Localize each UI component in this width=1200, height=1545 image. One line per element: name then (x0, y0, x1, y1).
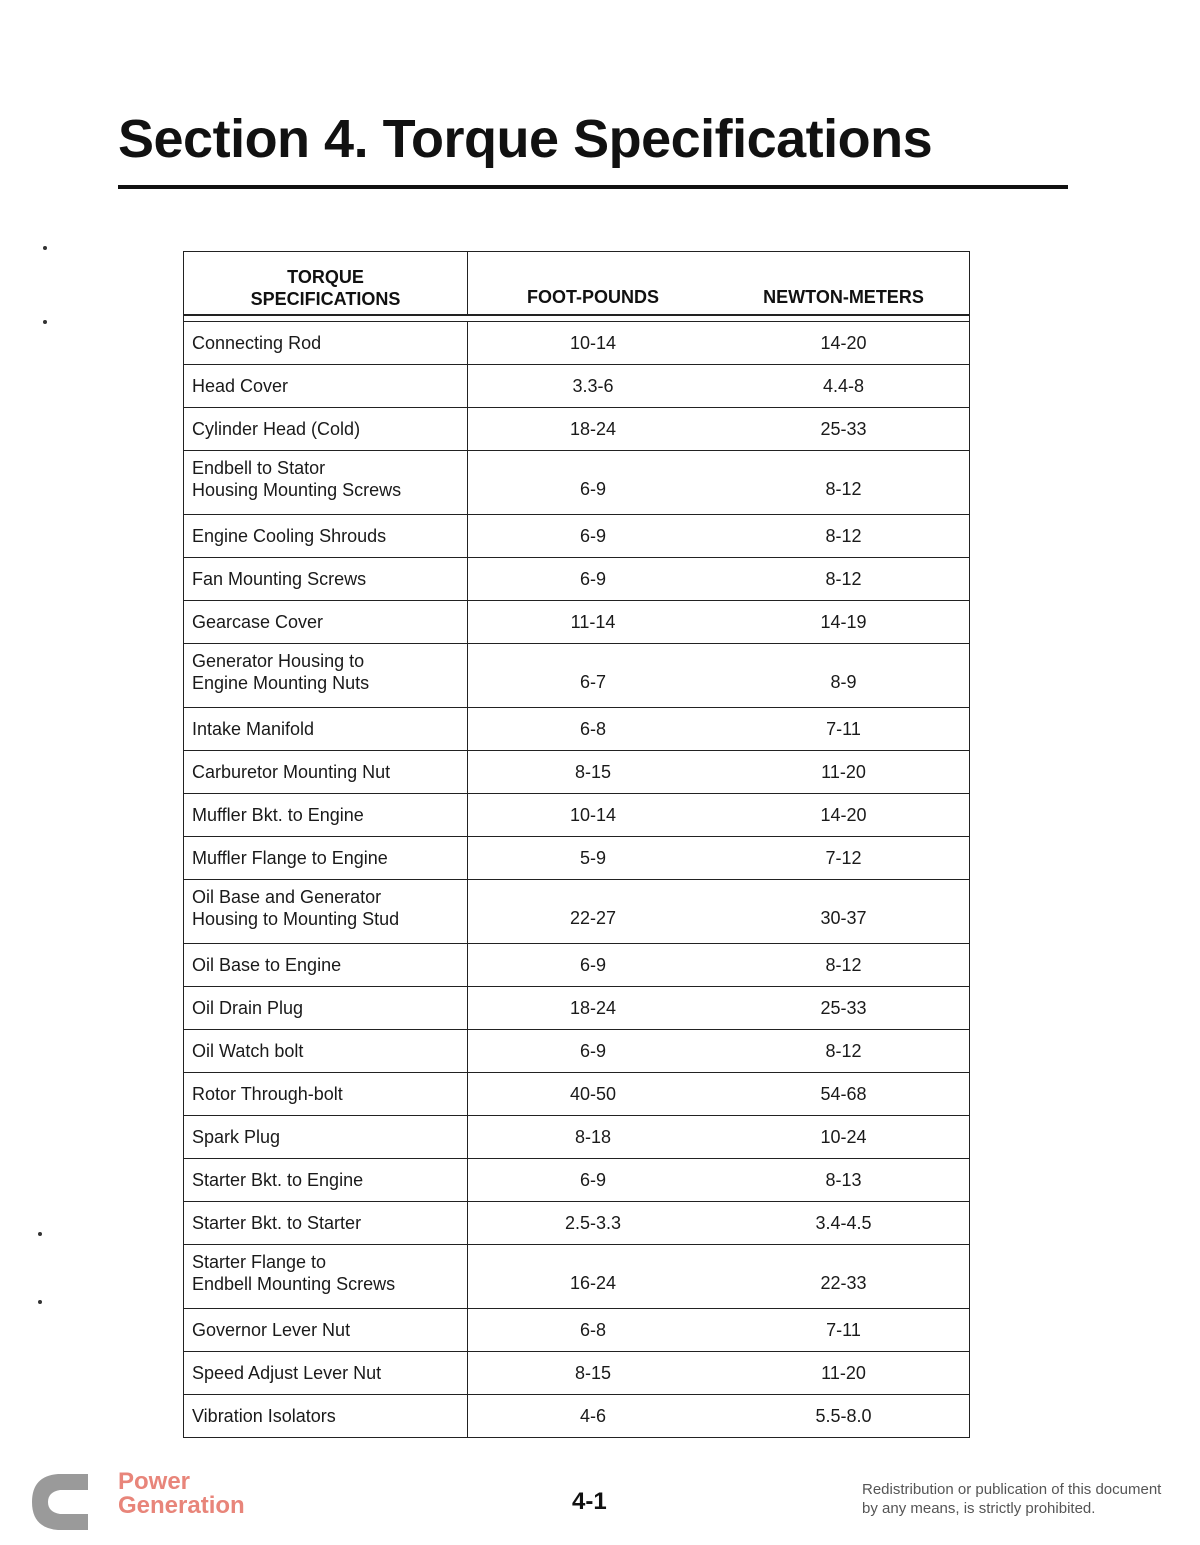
foot-pounds-value: 6-9 (579, 1040, 606, 1061)
spec-name-cell (184, 1352, 468, 1394)
newton-meters-value: 7-11 (826, 718, 861, 739)
spec-name-line1: Oil Base and Generator (192, 887, 382, 907)
table-row (184, 944, 969, 987)
spec-name (192, 332, 321, 354)
newton-meters-value: 11-20 (821, 761, 866, 782)
foot-pounds-value: 6-8 (579, 718, 606, 739)
spec-name-cell (184, 837, 468, 879)
foot-pounds-value: 8-18 (574, 1126, 612, 1147)
foot-pounds-value: 18-24 (569, 418, 617, 439)
spec-name-cell (184, 451, 468, 514)
spec-name-cell (184, 322, 468, 364)
foot-pounds-value: 2.5-3.3 (564, 1212, 622, 1233)
spec-name-line1: Oil Base to Engine (192, 955, 342, 975)
spec-name (192, 650, 369, 694)
newton-meters-value: 7-12 (825, 847, 862, 868)
margin-mark (38, 1232, 42, 1236)
spec-name (192, 1319, 350, 1341)
spec-name (192, 1251, 395, 1295)
title-rule (118, 185, 1068, 189)
newton-meters-value: 22-33 (820, 1273, 867, 1293)
spec-name (192, 457, 401, 501)
spec-name-cell (184, 408, 468, 450)
spec-name-line1: Muffler Flange to Engine (192, 848, 388, 868)
table-row (184, 1352, 969, 1395)
spec-name-line1: Oil Watch bolt (192, 1041, 304, 1061)
table-row (184, 1245, 969, 1309)
header-name (184, 252, 468, 314)
spec-name-line2: Housing Mounting Screws (192, 480, 402, 500)
table-row (184, 1159, 969, 1202)
foot-pounds-value: 5-9 (579, 847, 606, 868)
spec-name (192, 886, 399, 930)
spec-name-cell (184, 1202, 468, 1244)
table-row (184, 1309, 969, 1352)
brand-name (118, 1470, 245, 1518)
spec-name-cell (184, 1159, 468, 1201)
spec-name-line1: Intake Manifold (192, 719, 315, 739)
newton-meters-value: 14-20 (820, 332, 867, 353)
spec-name-cell (184, 601, 468, 643)
table-row (184, 794, 969, 837)
table-row (184, 751, 969, 794)
spec-name-line2: Endbell Mounting Screws (192, 1274, 396, 1294)
spec-name-cell (184, 880, 468, 943)
table-row (184, 322, 969, 365)
spec-name-cell (184, 1309, 468, 1351)
spec-name (192, 375, 288, 397)
page-number: 4-1 (572, 1488, 607, 1515)
spec-name (192, 954, 341, 976)
foot-pounds-value: 11-14 (570, 611, 616, 632)
table-row (184, 365, 969, 408)
foot-pounds-value: 40-50 (569, 1083, 617, 1104)
table-row (184, 1116, 969, 1159)
foot-pounds-value: 3.3-6 (572, 375, 614, 396)
spec-name-line1: Head Cover (192, 376, 289, 396)
spec-name-cell (184, 1245, 468, 1308)
table-row (184, 987, 969, 1030)
spec-name-cell (184, 365, 468, 407)
spec-name-line1: Governor Lever Nut (192, 1320, 351, 1340)
header-newton-meters: NEWTON-METERS (763, 287, 924, 307)
newton-meters-value: 8-12 (825, 568, 862, 589)
foot-pounds-value: 6-9 (579, 1169, 606, 1190)
header-name-line1: TORQUE (287, 267, 364, 287)
spec-name-line1: Generator Housing to (192, 651, 365, 671)
spec-name (192, 804, 364, 826)
spec-name-cell (184, 794, 468, 836)
newton-meters-value: 3.4-4.5 (815, 1212, 872, 1233)
spec-name-line1: Starter Bkt. to Engine (192, 1170, 364, 1190)
spec-name-cell (184, 1395, 468, 1437)
notice-line1: Redistribution or publication of this document (862, 1481, 1162, 1498)
redistribution-notice (862, 1480, 1161, 1518)
foot-pounds-value: 8-15 (574, 761, 612, 782)
foot-pounds-value: 6-9 (579, 954, 606, 975)
foot-pounds-value: 6-8 (579, 1319, 606, 1340)
brand-line2: Generation (118, 1492, 245, 1519)
torque-spec-table (183, 251, 970, 1438)
newton-meters-value: 8-12 (825, 1040, 862, 1061)
spec-name-cell (184, 515, 468, 557)
table-row (184, 1030, 969, 1073)
spec-name-cell (184, 987, 468, 1029)
spec-name-cell (184, 708, 468, 750)
spec-name-line1: Connecting Rod (192, 333, 322, 353)
spec-name-cell (184, 1030, 468, 1072)
newton-meters-value: 14-19 (820, 611, 867, 632)
table-row (184, 408, 969, 451)
spec-name-line1: Gearcase Cover (192, 612, 324, 632)
table-header (184, 252, 969, 316)
cummins-logo-icon (28, 1468, 100, 1536)
spec-name-line1: Endbell to Stator (192, 458, 326, 478)
newton-meters-value: 7-11 (826, 1319, 861, 1340)
newton-meters-value: 10-24 (820, 1126, 867, 1147)
spec-name-line1: Fan Mounting Screws (192, 569, 367, 589)
foot-pounds-value: 4-6 (579, 1405, 606, 1426)
spec-name-cell (184, 1073, 468, 1115)
table-row (184, 1395, 969, 1437)
spec-name-cell (184, 944, 468, 986)
spec-name-line2: Engine Mounting Nuts (192, 673, 370, 693)
page-title: Section 4. Torque Specifications (118, 109, 933, 169)
spec-name (192, 418, 360, 440)
table-row (184, 451, 969, 515)
brand-line1: Power (118, 1468, 191, 1495)
notice-line2: by any means, is strictly prohibited. (862, 1500, 1096, 1517)
table-row (184, 708, 969, 751)
spec-name-line1: Spark Plug (192, 1127, 281, 1147)
foot-pounds-value: 8-15 (574, 1362, 612, 1383)
spec-name-line1: Starter Bkt. to Starter (192, 1213, 362, 1233)
spec-name (192, 1040, 303, 1062)
table-row (184, 601, 969, 644)
spec-name (192, 1083, 343, 1105)
foot-pounds-value: 22-27 (569, 908, 617, 928)
newton-meters-value: 25-33 (820, 418, 867, 439)
spec-name (192, 1126, 280, 1148)
foot-pounds-value: 6-9 (579, 525, 606, 546)
spec-name-cell (184, 558, 468, 600)
spec-name (192, 1362, 381, 1384)
table-row (184, 880, 969, 944)
spec-name-line1: Carburetor Mounting Nut (192, 762, 391, 782)
newton-meters-value: 8-13 (825, 1169, 862, 1190)
spec-name (192, 1212, 361, 1234)
spec-name-line1: Vibration Isolators (192, 1406, 336, 1426)
header-foot-pounds: FOOT-POUNDS (526, 287, 659, 307)
spec-name-cell (184, 1116, 468, 1158)
newton-meters-value: 8-9 (830, 672, 857, 692)
newton-meters-value: 54-68 (820, 1083, 867, 1104)
newton-meters-value: 8-12 (825, 479, 862, 499)
spec-name-line2: Housing to Mounting Stud (192, 909, 400, 929)
foot-pounds-value: 6-7 (579, 672, 606, 692)
margin-mark (38, 1300, 42, 1304)
spec-name (192, 568, 366, 590)
spec-name-line1: Muffler Bkt. to Engine (192, 805, 364, 825)
table-row (184, 1073, 969, 1116)
spec-name (192, 611, 323, 633)
spec-name-line1: Rotor Through-bolt (192, 1084, 343, 1104)
newton-meters-value: 5.5-8.0 (815, 1405, 872, 1426)
table-row (184, 515, 969, 558)
header-name-line2: SPECIFICATIONS (250, 289, 401, 309)
table-row (184, 1202, 969, 1245)
spec-name (192, 847, 388, 869)
newton-meters-value: 11-20 (821, 1362, 866, 1383)
table-row (184, 558, 969, 601)
spec-name (192, 525, 386, 547)
spec-name-line1: Oil Drain Plug (192, 998, 304, 1018)
newton-meters-value: 8-12 (825, 954, 862, 975)
newton-meters-value: 4.4-8 (822, 375, 865, 396)
spec-name-cell (184, 644, 468, 707)
foot-pounds-value: 10-14 (569, 804, 617, 825)
table-row (184, 837, 969, 880)
table-body (184, 322, 969, 1437)
spec-name (192, 761, 390, 783)
table-row (184, 644, 969, 708)
spec-name-line1: Speed Adjust Lever Nut (192, 1363, 382, 1383)
spec-name (192, 997, 303, 1019)
newton-meters-value: 25-33 (820, 997, 867, 1018)
newton-meters-value: 8-12 (825, 525, 862, 546)
foot-pounds-value: 10-14 (569, 332, 617, 353)
foot-pounds-value: 6-9 (579, 479, 606, 499)
margin-mark (43, 320, 47, 324)
spec-name (192, 1405, 336, 1427)
margin-mark (43, 246, 47, 250)
spec-name (192, 718, 314, 740)
spec-name-line1: Starter Flange to (192, 1252, 327, 1272)
foot-pounds-value: 18-24 (569, 997, 617, 1018)
newton-meters-value: 30-37 (820, 908, 867, 928)
newton-meters-value: 14-20 (820, 804, 867, 825)
spec-name-line1: Cylinder Head (Cold) (192, 419, 361, 439)
foot-pounds-value: 16-24 (569, 1273, 617, 1293)
spec-name (192, 1169, 363, 1191)
spec-name-line1: Engine Cooling Shrouds (192, 526, 387, 546)
foot-pounds-value: 6-9 (579, 568, 606, 589)
spec-name-cell (184, 751, 468, 793)
